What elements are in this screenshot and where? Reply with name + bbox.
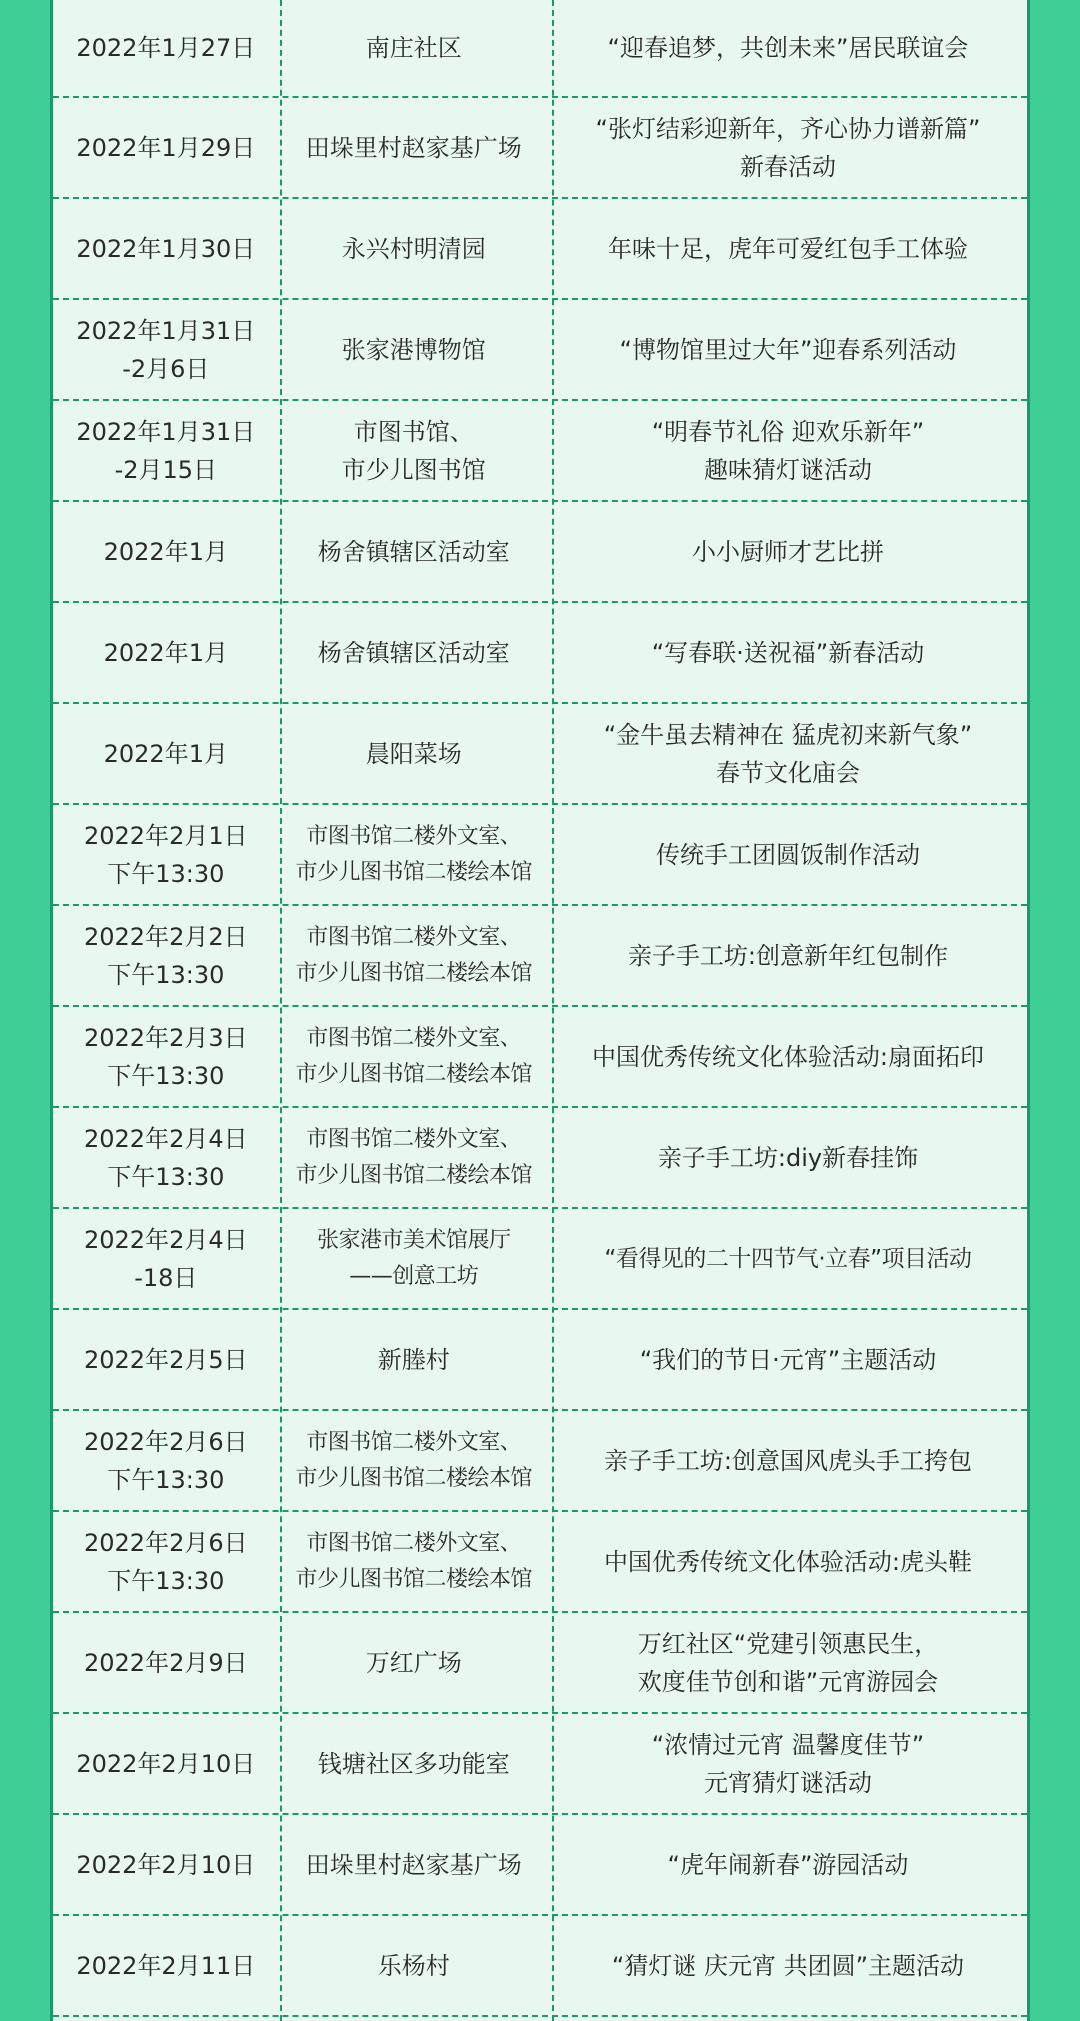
venue-cell: 市图书馆二楼外文室、 市少儿图书馆二楼绘本馆	[295, 1126, 533, 1188]
table-row	[53, 906, 1027, 1007]
date-cell: 2022年2月4日 -18日	[84, 1225, 248, 1292]
event-cell: “看得见的二十四节气·立春”项目活动	[604, 1245, 972, 1272]
date-cell: 2022年2月10日	[76, 1749, 256, 1778]
event-cell: 亲子手工坊:创意新年红包制作	[627, 941, 949, 970]
date-cell: 2022年2月6日 下午13:30	[84, 1427, 248, 1494]
event-cell: “金牛虽去精神在 猛虎初来新气象” 春节文化庙会	[603, 720, 973, 787]
venue-cell: 永兴村明清园	[341, 234, 486, 263]
table-row	[53, 0, 1027, 98]
event-cell: 传统手工团圆饭制作活动	[655, 840, 920, 869]
date-cell: 2022年2月11日	[76, 1951, 256, 1980]
events-table	[50, 0, 1030, 2021]
event-cell: “张灯结彩迎新年，齐心协力谱新篇” 新春活动	[595, 114, 981, 181]
event-cell: 中国优秀传统文化体验活动:扇面拓印	[591, 1042, 985, 1071]
date-cell: 2022年1月27日	[76, 34, 256, 62]
event-cell: “明春节礼俗 迎欢乐新年” 趣味猜灯谜活动	[651, 417, 925, 484]
table-row	[53, 704, 1027, 805]
venue-cell: 市图书馆二楼外文室、 市少儿图书馆二楼绘本馆	[295, 1429, 533, 1491]
date-cell: 2022年2月10日	[76, 1850, 256, 1879]
table-rows	[53, 0, 1027, 2017]
date-cell: 2022年2月1日 下午13:30	[84, 821, 248, 888]
date-cell: 2022年2月6日 下午13:30	[84, 1528, 248, 1595]
date-cell: 2022年2月9日	[84, 1648, 248, 1677]
date-cell: 2022年1月29日	[76, 133, 256, 162]
venue-cell: 晨阳菜场	[365, 739, 462, 768]
venue-cell: 新塍村	[377, 1345, 450, 1374]
venue-cell: 万红广场	[365, 1648, 462, 1677]
table-row	[53, 1209, 1027, 1310]
table-row	[53, 98, 1027, 199]
venue-cell: 乐杨村	[377, 1951, 450, 1980]
table-row	[53, 1916, 1027, 2017]
date-cell: 2022年2月2日 下午13:30	[84, 922, 248, 989]
table-row	[53, 1411, 1027, 1512]
table-row	[53, 1007, 1027, 1108]
event-cell: “写春联·送祝福”新春活动	[651, 638, 925, 667]
event-cell: 亲子手工坊:diy新春挂饰	[657, 1143, 919, 1172]
date-cell: 2022年1月	[103, 537, 228, 566]
event-cell: 中国优秀传统文化体验活动:虎头鞋	[603, 1547, 973, 1576]
event-cell: 小小厨师才艺比拼	[691, 537, 884, 566]
table-row	[53, 1108, 1027, 1209]
date-cell: 2022年2月5日	[84, 1345, 248, 1374]
venue-cell: 张家港市美术馆展厅 ——创意工坊	[317, 1227, 511, 1289]
event-cell: “猜灯谜 庆元宵 共团圆”主题活动	[611, 1951, 965, 1980]
venue-cell: 杨舍镇辖区活动室	[317, 537, 510, 566]
table-row	[53, 1310, 1027, 1411]
table-row	[53, 300, 1027, 401]
venue-cell: 市图书馆二楼外文室、 市少儿图书馆二楼绘本馆	[295, 1530, 533, 1592]
venue-cell: 市图书馆二楼外文室、 市少儿图书馆二楼绘本馆	[295, 1025, 533, 1087]
date-cell: 2022年1月31日 -2月6日	[76, 316, 256, 383]
date-cell: 2022年1月31日 -2月15日	[76, 417, 256, 484]
table-row	[53, 1714, 1027, 1815]
date-cell: 2022年1月	[103, 638, 228, 667]
venue-cell: 市图书馆二楼外文室、 市少儿图书馆二楼绘本馆	[295, 823, 533, 885]
date-cell: 2022年2月3日 下午13:30	[84, 1023, 248, 1090]
event-cell: “博物馆里过大年”迎春系列活动	[619, 335, 957, 364]
date-cell: 2022年1月	[103, 739, 228, 768]
venue-cell: 张家港博物馆	[341, 335, 486, 364]
event-cell: 年味十足，虎年可爱红包手工体验	[607, 234, 968, 263]
table-row	[53, 1512, 1027, 1613]
event-cell: 万红社区“党建引领惠民生， 欢度佳节创和谐”元宵游园会	[637, 1629, 939, 1696]
venue-cell: 杨舍镇辖区活动室	[317, 638, 510, 667]
date-cell: 2022年2月4日 下午13:30	[84, 1124, 248, 1191]
table-row	[53, 502, 1027, 603]
event-cell: “虎年闹新春”游园活动	[667, 1850, 909, 1879]
event-cell: “浓情过元宵 温馨度佳节” 元宵猜灯谜活动	[651, 1730, 925, 1797]
event-cell: “迎春追梦，共创未来”居民联谊会	[607, 34, 969, 62]
table-row	[53, 401, 1027, 502]
venue-cell: 市图书馆二楼外文室、 市少儿图书馆二楼绘本馆	[295, 924, 533, 986]
table-row	[53, 603, 1027, 704]
table-row	[53, 199, 1027, 300]
table-row	[53, 1613, 1027, 1714]
date-cell: 2022年1月30日	[76, 234, 256, 263]
venue-cell: 南庄社区	[365, 34, 462, 62]
table-row	[53, 1815, 1027, 1916]
venue-cell: 田垛里村赵家基广场	[305, 133, 522, 162]
venue-cell: 市图书馆、 市少儿图书馆	[341, 417, 486, 484]
table-row	[53, 805, 1027, 906]
venue-cell: 田垛里村赵家基广场	[305, 1850, 522, 1879]
event-cell: 亲子手工坊:创意国风虎头手工挎包	[603, 1446, 973, 1475]
venue-cell: 钱塘社区多功能室	[317, 1749, 510, 1778]
event-cell: “我们的节日·元宵”主题活动	[639, 1345, 937, 1374]
